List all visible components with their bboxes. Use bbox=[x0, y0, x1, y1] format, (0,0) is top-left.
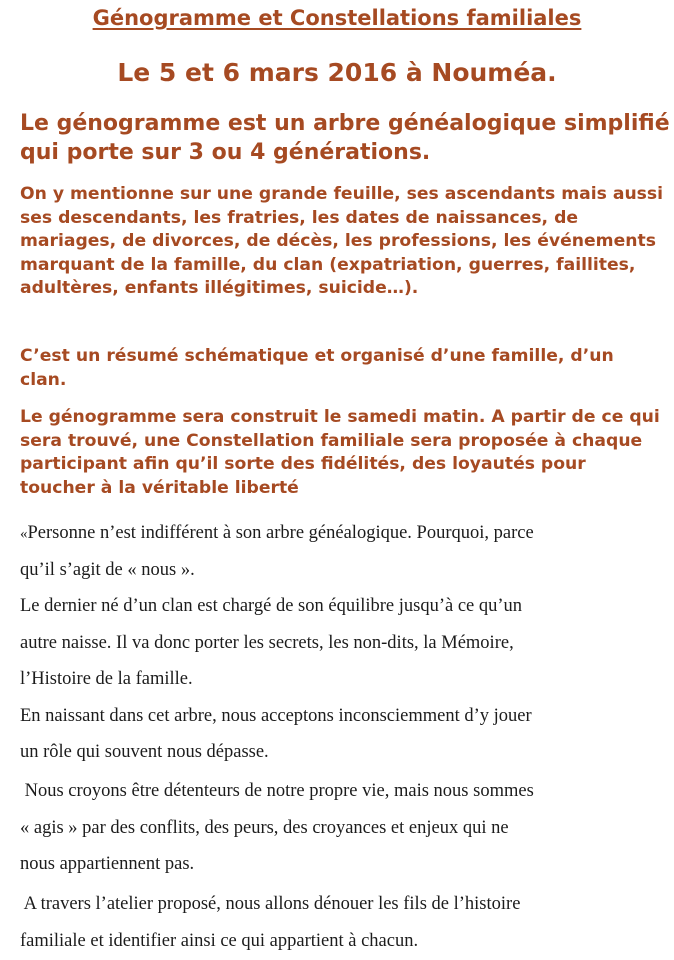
quote-line-text: Personne n’est indifférent à son arbre généalogique. Pourquoi, parce bbox=[27, 523, 534, 543]
quote-line: « agis » par des conflits, des peurs, des croyances et enjeux qui ne bbox=[20, 818, 509, 838]
quote-line: Le dernier né d’un clan est chargé de son équilibre jusqu’à ce qu’un bbox=[20, 596, 523, 616]
quote-line: nous appartiennent pas. bbox=[20, 854, 195, 874]
quote-line: un rôle qui souvent nous dépasse. bbox=[20, 742, 269, 762]
quote-open-mark: « bbox=[20, 526, 28, 542]
quote-line: A travers l’atelier proposé, nous allons dénouer les fils de l’histoire bbox=[20, 894, 521, 914]
quote-line: autre naisse. Il va donc porter les secrets, les non-dits, la Mémoire, bbox=[20, 633, 514, 653]
quote-line: l’Histoire de la famille. bbox=[20, 669, 193, 689]
paragraph-content-description: On y mentionne sur une grande feuille, ses ascendants mais aussi ses descendants, les fratries, les dates de naissances, de mariages, de divorces, de décès, les professions, les événements marquant de la famille, du clan (expatriation, guerres, faillites, adultères, enfants illégitimes, suicide…). bbox=[20, 184, 664, 298]
quote-line: En naissant dans cet arbre, nous acceptons inconsciemment d’y jouer bbox=[20, 706, 532, 726]
quote-line: familiale et identifier ainsi ce qui appartient à chacun. bbox=[20, 931, 419, 951]
page-title: Génogramme et Constellations familiales bbox=[92, 6, 582, 30]
paragraph-summary: C’est un résumé schématique et organisé d’une famille, d’un clan. bbox=[20, 346, 614, 390]
quote-line: qu’il s’agit de « nous ». bbox=[20, 560, 195, 580]
paragraph-workshop-plan: Le génogramme sera construit le samedi matin. A partir de ce qui sera trouvé, une Constellation familiale sera proposée à chaque participant afin qu’il sorte des fidélités, des loyautés pour toucher à la véritable liberté bbox=[20, 407, 660, 498]
lead-paragraph: Le génogramme est un arbre généalogique simplifié qui porte sur 3 ou 4 générations. bbox=[20, 111, 670, 165]
quote-line bbox=[20, 521, 670, 546]
event-date-place: Le 5 et 6 mars 2016 à Nouméa. bbox=[117, 58, 557, 87]
quote-line: Nous croyons être détenteurs de notre propre vie, mais nous sommes bbox=[20, 781, 534, 801]
